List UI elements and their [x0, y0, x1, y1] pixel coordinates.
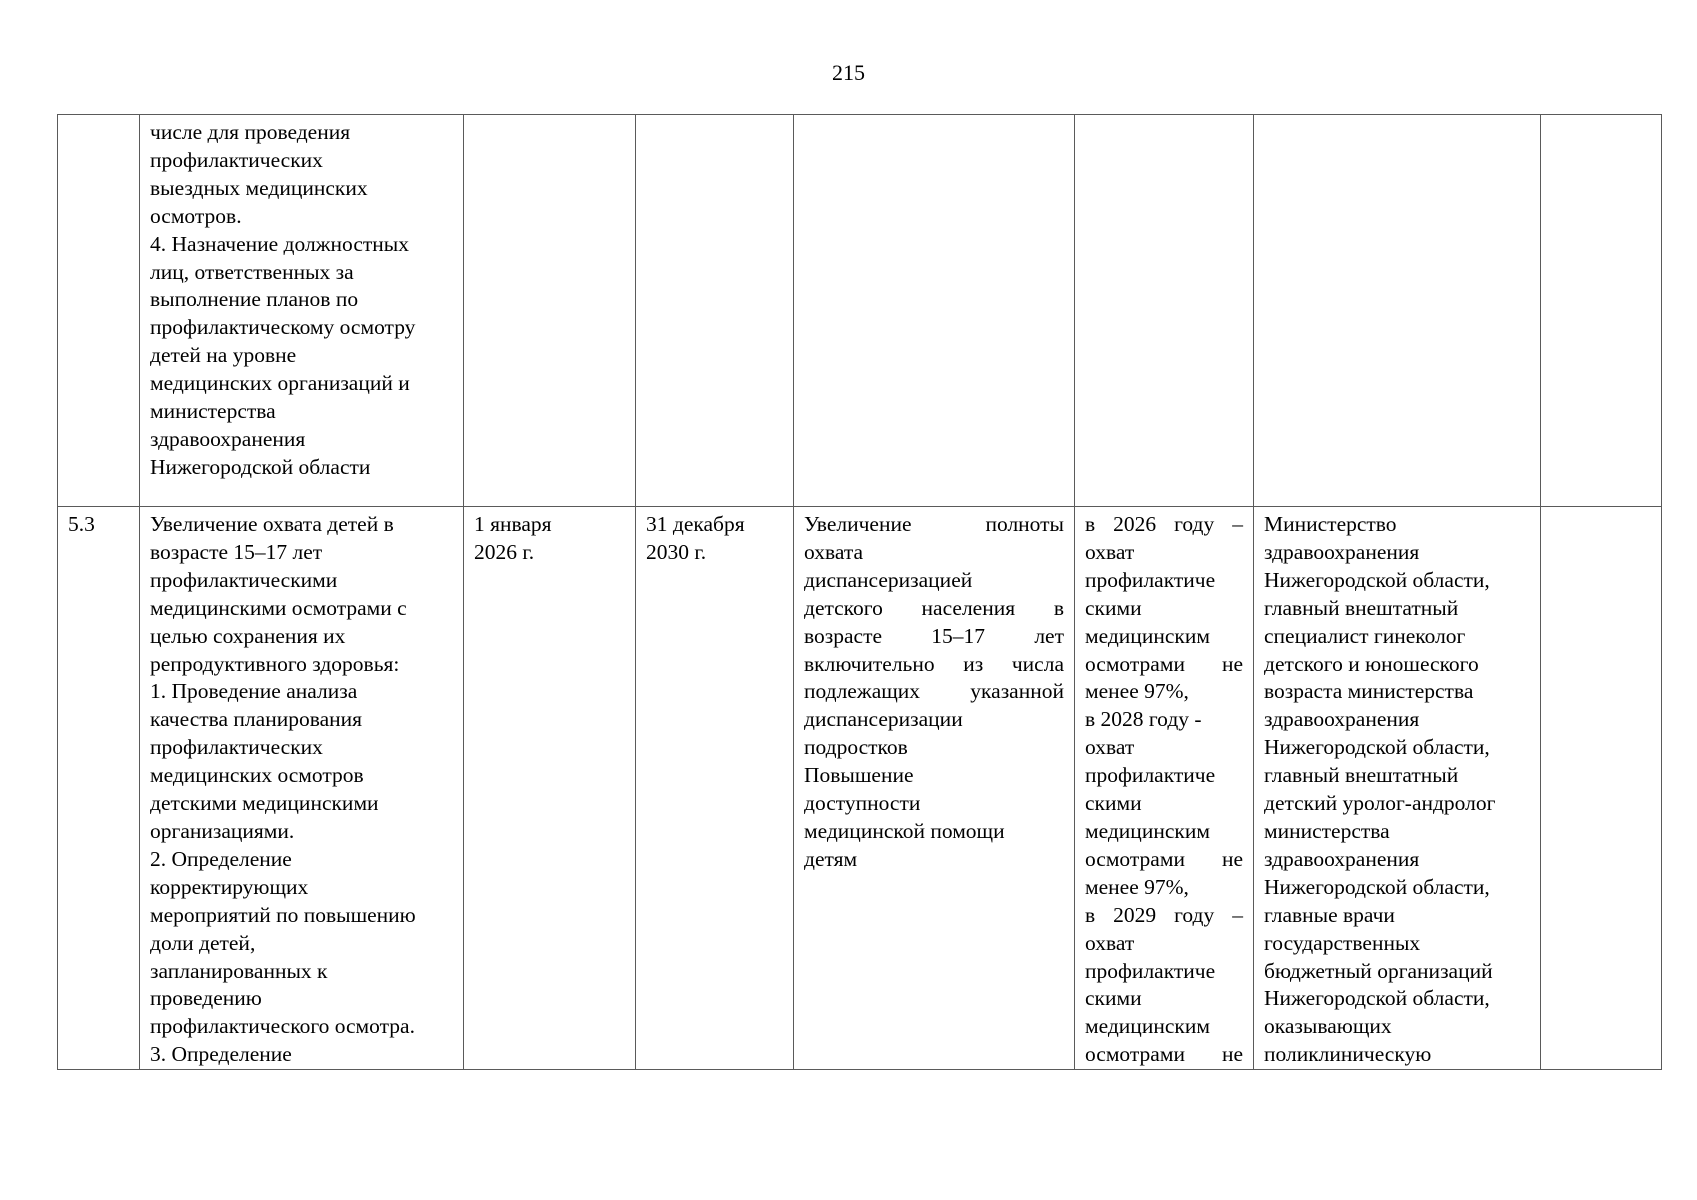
expected-result-text: Увеличение полноты охвата диспансеризацией детского населения в возрасте 15–17 лет включительно из числа подлежащих указанной диспансеризации подростков Повышение доступности медицинской помощи детям	[804, 512, 1064, 871]
plan-table	[57, 114, 1662, 1070]
activity-text: Увеличение охвата детей в возрасте 15–17 лет профилактическими медицинскими осмотрами с целью сохранения их репродуктивного здоровья: 1. Проведение анализа качества планирования профилактических медицинских осмотров детскими медицинскими организациями. 2. Определение корректирующих мероприятий по повышению доли детей, запланированных к проведению профилактического осмотра. 3. Определение	[150, 512, 416, 1067]
row-number: 5.3	[68, 512, 95, 536]
number-cell	[58, 115, 140, 507]
responsible-cell	[1254, 507, 1541, 1070]
extra-cell	[1541, 507, 1662, 1070]
end-date: 31 декабря 2030 г.	[646, 512, 745, 564]
end-date-cell	[636, 115, 794, 507]
responsible-cell	[1254, 115, 1541, 507]
indicator-cell	[1075, 507, 1254, 1070]
extra-cell	[1541, 115, 1662, 507]
start-date-cell	[464, 507, 636, 1070]
responsible-text: Министерство здравоохранения Нижегородской области, главный внештатный специалист гинеколог детского и юношеского возраста министерства здравоохранения Нижегородской области, главный внештатный детский уролог-андролог министерства здравоохранения Нижегородской области, главные врачи государственных бюджетный организаций Нижегородской области, оказывающих поликлиническую	[1264, 512, 1496, 1067]
page-number: 215	[832, 60, 865, 85]
start-date-cell	[464, 115, 636, 507]
table-row	[58, 115, 1662, 507]
end-date-cell	[636, 507, 794, 1070]
indicator-text: в 2026 году – охват профилактиче скими медицинским осмотрами не менее 97%, в 2028 году - охват профилактиче скими медицинским осмотрами не менее 97%, в 2029 году – охват профилактиче скими медицинским осмотрами не	[1085, 512, 1243, 1067]
start-date: 1 января 2026 г.	[474, 512, 552, 564]
indicator-cell	[1075, 115, 1254, 507]
table-row	[58, 507, 1662, 1070]
activity-cell	[140, 115, 464, 507]
result-cell	[794, 507, 1075, 1070]
activity-text: числе для проведения профилактических выездных медицинских осмотров. 4. Назначение должностных лиц, ответственных за выполнение планов по профилактическому осмотру детей на уровне медицинских организаций и министерства здравоохранения Нижегородской области	[150, 120, 416, 479]
activity-cell	[140, 507, 464, 1070]
number-cell	[58, 507, 140, 1070]
result-cell	[794, 115, 1075, 507]
